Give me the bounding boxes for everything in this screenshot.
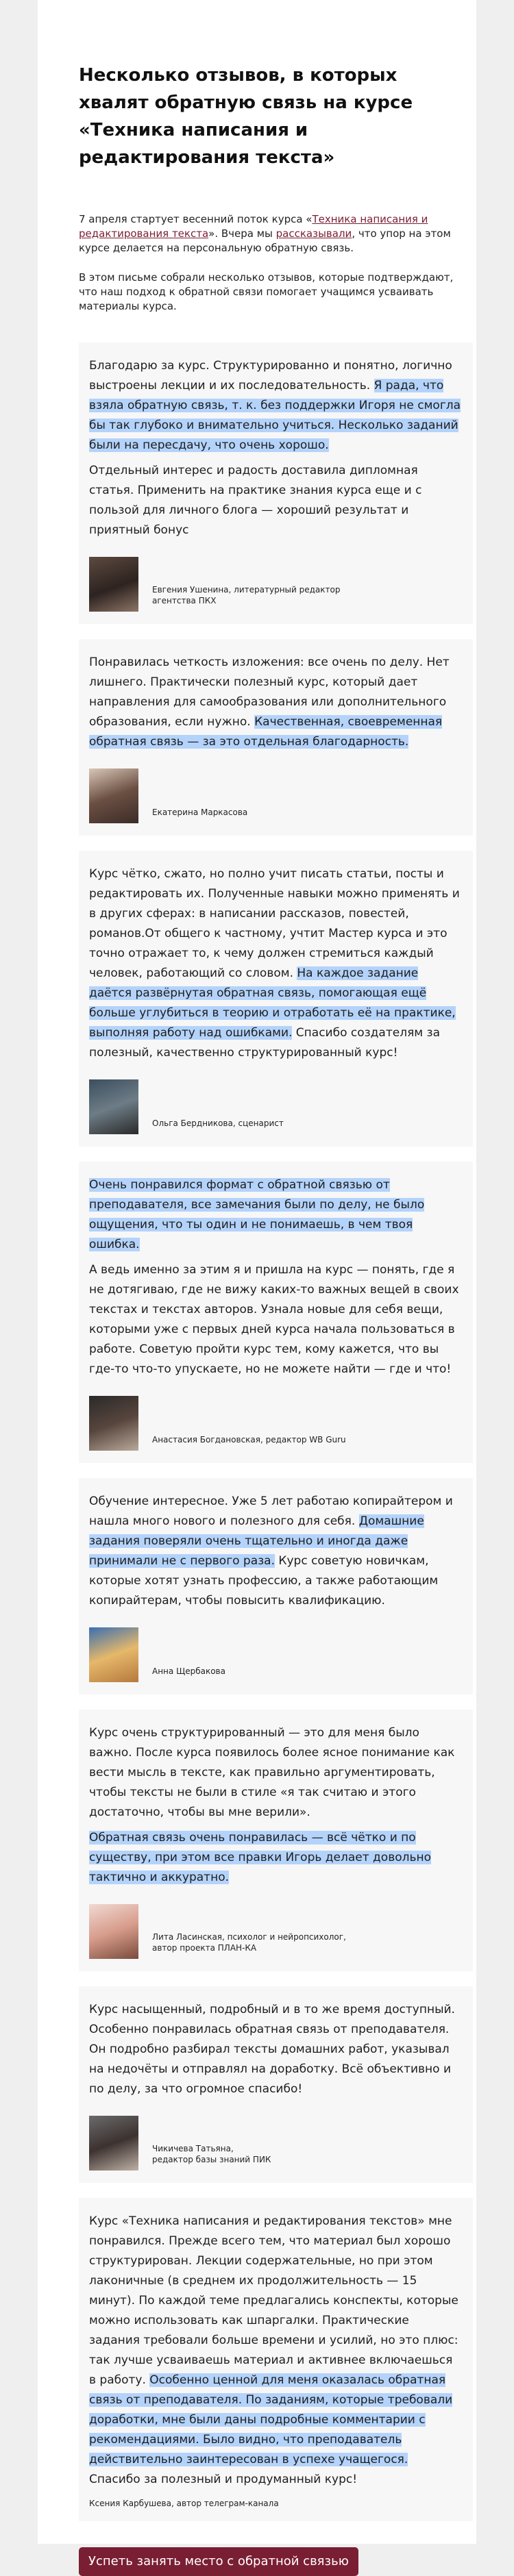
avatar bbox=[89, 557, 138, 612]
told-link[interactable]: рассказывали bbox=[276, 227, 352, 240]
highlighted-text: Очень понравился формат с обратной связью от преподавателя, все замечания были по делу, не было ощущения, что ты один и не понимаешь, в чем твоя ошибка. bbox=[89, 1178, 425, 1251]
review-author bbox=[89, 1079, 463, 1134]
review-text: Курс чёткo, сжато, но полно учит писать статьи, посты и редактировать их. Полученные навыки можно применять и в других сферах: в написании рассказов, повестей, романов.От общего к частному, учтит Мастер курса и это точно отражает то, к чему должен стремиться каждый человек, работающий со словом. На каждое задание даётся развёрнутая обратная связь, помогающая ещё больше углубиться в теорию и отработать её на практике, выполняя работу над ошибками. Спасибо создателям за полезный, качественно структурированный курс! bbox=[89, 867, 460, 1060]
review-text bbox=[89, 1175, 463, 1255]
author-name: Лита Ласинская, психолог и нейропсихолог, автор проекта ПЛАН-КА bbox=[152, 1932, 346, 1953]
review-card bbox=[79, 2198, 473, 2521]
highlighted-text: Обратная связь очень понравилась — всё чётко и по существу, при этом все правки Игорь делает довольно тактично и аккуратно. bbox=[89, 1831, 432, 1884]
author-name: Ольга Бердникова, сценарист bbox=[152, 1118, 284, 1128]
intro bbox=[79, 212, 463, 314]
intro-text: 7 апреля стартует весенний поток курса « bbox=[79, 213, 313, 225]
avatar bbox=[89, 1396, 138, 1451]
course-link[interactable]: Техника написания и редактирования текста bbox=[79, 213, 428, 240]
review-card bbox=[79, 1478, 473, 1695]
highlighted-text: На каждое задание даётся развёрнутая обратная связь, помогающая ещё больше углубиться в теорию и отработать её на практике, выполняя работу над ошибками. bbox=[89, 966, 456, 1040]
author-name: Анастасия Богдановская, редактор WB Guru bbox=[152, 1435, 346, 1445]
review-card bbox=[79, 1162, 473, 1463]
email-body bbox=[38, 0, 476, 2568]
intro-text: ». Вчера мы bbox=[208, 227, 276, 240]
author-name: Евгения Ушенина, литературный редактор агентства ПКХ bbox=[152, 585, 341, 605]
review-card bbox=[79, 851, 473, 1147]
avatar bbox=[89, 1079, 138, 1134]
review-text: Отдельный интерес и радость доставила дипломная статья. Применить на практике знания курса еще и с пользой для личного блога — хороший результат и приятный бонус bbox=[89, 464, 422, 537]
page-title: Несколько отзывов, в которых хвалят обратную связь на курсе «Техника написания и редактирования текста» bbox=[79, 65, 413, 168]
highlighted-text: Домашние задания поверяли очень тщательно и иногда даже принимали не с первого раза. bbox=[89, 1514, 424, 1568]
review-author bbox=[89, 1396, 463, 1451]
cta-button[interactable]: Успеть занять место с обратной связью bbox=[79, 2547, 358, 2576]
author-name: Ксения Карбушева, автор телеграм-канала bbox=[89, 2499, 279, 2508]
review-card bbox=[79, 342, 473, 624]
author-name: Чикичева Татьяна, редактор базы знаний ПИК bbox=[152, 2144, 271, 2164]
highlighted-text: Особенно ценной для меня оказалась обратная связь от преподавателя. По заданиям, которые требовали доработки, мне были даны подробные комментарии с рекомендациями. Было видно, что преподаватель действительно заинтересован в успехе учащегося. bbox=[89, 2373, 453, 2466]
avatar bbox=[89, 2116, 138, 2171]
intro-paragraph-1 bbox=[79, 212, 463, 255]
review-text: Обучение интересное. Уже 5 лет работаю копирайтером и нашла много нового и полезного для себя. Домашние задания поверяли очень тщательно и иногда даже принимали не с первого раза. Курс советую новичкам, которые хотят узнать профессию, а также работающим копирайтерам, чтобы повысить квалификацию. bbox=[89, 1495, 453, 1608]
review-author bbox=[89, 2116, 463, 2171]
review-card bbox=[79, 639, 473, 836]
review-text: Курс «Техника написания и редактирования текстов» мне понравился. Прежде всего тем, что материал был хорошо структурирован. Лекции содержательные, но при этом лаконичные (в среднем их продолжительность — 15 минут). По каждой теме предлагались конспекты, которые можно использовать как шпаргалки. Практические задания требовали больше времени и усилий, но это плюс: так лучше усваиваешь материал и активнее включаешься в работу. Особенно ценной для меня оказалась обратная связь от преподавателя. По заданиям, которые требовали доработки, мне были даны подробные комментарии с рекомендациями. Было видно, что преподаватель действительно заинтересован в успехе учащегося. Спасибо за полезный и продуманный курс! bbox=[89, 2214, 458, 2486]
highlighted-text: Качественная, своевременная обратная связь — за это отдельная благодарность. bbox=[89, 715, 443, 749]
review-card bbox=[79, 1986, 473, 2183]
intro-text: , что упор на этом курсе делается на персональную обратную связь. bbox=[79, 227, 451, 254]
avatar bbox=[89, 1627, 138, 1682]
review-author bbox=[89, 2498, 463, 2509]
author-name: Анна Щербакова bbox=[152, 1666, 225, 1676]
author-name: Екатерина Маркасова bbox=[152, 808, 248, 817]
highlighted-text: Я рада, что взяла обратную связь, т. к. без поддержки Игоря не смогла бы так глубоко и внимательно учиться. Несколько заданий были на пересдачу, что очень хорошо. bbox=[89, 379, 461, 452]
intro-paragraph-2: В этом письме собрали несколько отзывов, которые подтверждают, что наш подход к обратной связи помогает учащимся усваивать материалы курса. bbox=[79, 271, 454, 312]
review-text: Понравилась четкость изложения: все очень по делу. Нет лишнего. Практически полезный курс, который дает направления для самообразования или дополнительного образования, если нужно. Качественная, своевременная обратная связь — за это отдельная благодарность. bbox=[89, 655, 450, 749]
avatar bbox=[89, 1904, 138, 1959]
avatar bbox=[89, 768, 138, 823]
review-author bbox=[89, 1627, 463, 1682]
review-author bbox=[89, 768, 463, 823]
review-author bbox=[89, 1904, 463, 1959]
review-text: Курс насыщенный, подробный и в то же время доступный. Особенно понравилась обратная связь от преподавателя. Он подробно разбирал тексты домашних работ, указывал на недочёты и отправлял на доработку. Всё объективно и по делу, за что огромное спасибо! bbox=[89, 2003, 455, 2096]
review-text bbox=[89, 1828, 463, 1888]
review-text: А ведь именно за этим я и пришла на курс — понять, где я не дотягиваю, где не вижу каких-то важных вещей в своих текстах и текстах авторов. Узнала новые для себя вещи, которыми уже с первых дней курса начала пользоваться в работе. Советую пройти курс тем, кому кажется, что вы где-то что-то упускаете, но не можете найти — где и что! bbox=[89, 1263, 459, 1376]
review-author bbox=[89, 557, 463, 612]
review-text: Курс очень структурированный — это для меня было важно. После курса появилось более ясное понимание как вести мысль в тексте, как правильно аргументировать, чтобы тексты не были в стиле «я так считаю и этого достаточно, чтобы вы мне верили». bbox=[89, 1726, 455, 1819]
review-card bbox=[79, 1710, 473, 1971]
review-text: Благодарю за курс. Структурированно и понятно, логично выстроены лекции и их последовательность. Я рада, что взяла обратную связь, т. к. без поддержки Игоря не смогла бы так глубоко и внимательно учиться. Несколько заданий были на пересдачу, что очень хорошо. bbox=[89, 359, 461, 452]
